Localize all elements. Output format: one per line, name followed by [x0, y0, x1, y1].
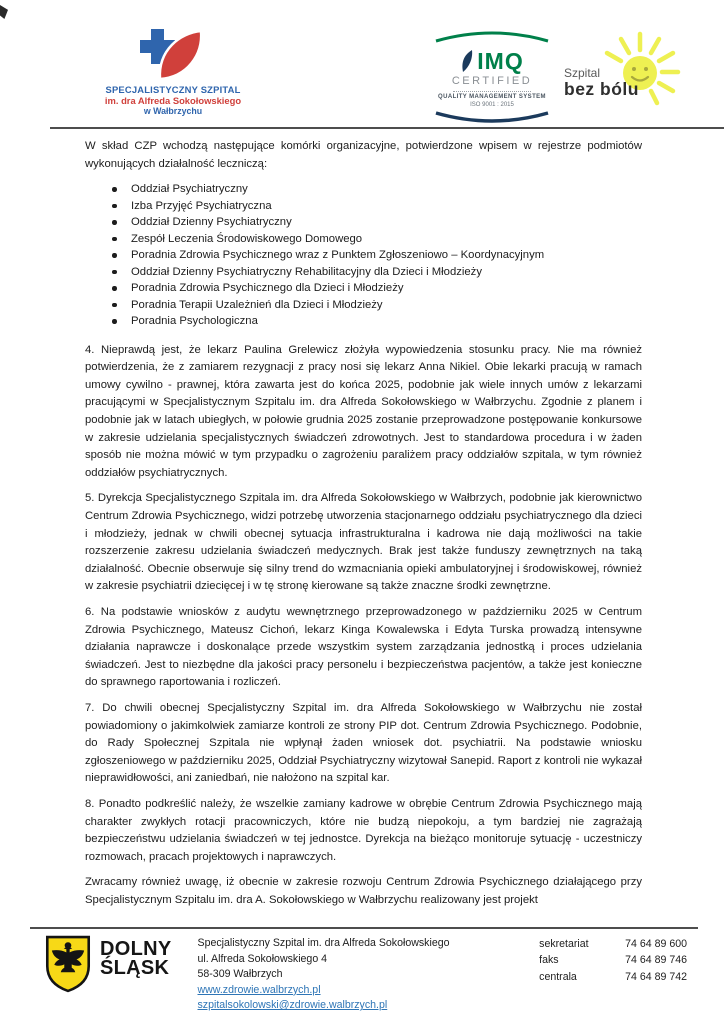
bullet-icon — [112, 237, 117, 242]
scan-artifact — [0, 5, 8, 19]
list-item — [85, 280, 642, 297]
dolny-slask-crest-icon — [45, 935, 91, 993]
paragraph-5: 5. Dyrekcja Specjalistycznego Szpitala im. dra Alfreda Sokołowskiego w Wałbrzych, podobnie jak kierownictwo Centrum Zdrowia Psychicznego, widzi potrzebę utworzenia stacjonarnego oddziału psychiatrycznego dla dzieci i młodzieży, jednak w chwili obecnej sytuacja infrastrukturalna i kadrowa nie dają możliwości na takie rozszerzenie zakresu udzielania świadczeń medycznych. Brak jest także funduszy zewnętrznych na taką działalność. Obecnie obserwuje się silny trend do wzmacniania opieki ambulatoryjnej i środowiskowej, również w zakresie psychiatrii dziecięcej i w tę stronę kierowane są także znaczne środki zewnętrzne. — [85, 492, 642, 593]
website-link[interactable]: www.zdrowie.walbrzych.pl — [197, 983, 321, 996]
footer-street: ul. Alfreda Sokołowskiego 4 — [197, 952, 328, 965]
list-item-label: Oddział Psychiatryczny — [131, 183, 248, 196]
contact-number: 74 64 89 742 — [625, 970, 687, 983]
list-item — [85, 313, 642, 330]
org-units-list — [85, 181, 642, 330]
paragraph-7: 7. Do chwili obecnej Specjalistyczny Szpital im. dra Alfreda Sokołowskiego w Wałbrzychu nie został powiadomiony o jakimkolwiek zamiarze kontroli ze strony PIP dot. Centrum Zdrowia Psychicznego. Podobnie, do Rady Społecznej Szpitala nie wpłynął żaden wniosek dot. psychiatrii. Na podstawie wniosku zgłoszeniowego w październiku 2025, Oddział Psychiatryczny wizytował Sanepid. Raport z kontroli nie wykazał nieprawidłowości, ani zaniedbań, nie nałożono na szpital kar. — [85, 701, 642, 785]
footer-divider — [30, 927, 698, 929]
bullet-icon — [112, 204, 117, 209]
letterhead — [0, 26, 724, 128]
paragraph-8: 8. Ponadto podkreślić należy, że wszelkie zamiany kadrowe w obrębie Centrum Zdrowia Psychicznego mają charakter zwykłych rotacji pracowniczych, które nie budzą niepokoju, a tym bardziej nie zagrażają bezpieczeństwu udzielania świadczeń w tej jednostce. Dyrekcja na bieżąco monitoruje sytuację - uczestniczy rozmowach, pracach projektowych i naprawczych. — [85, 797, 642, 863]
hospital-logo — [98, 28, 248, 117]
bullet-icon — [112, 270, 117, 275]
imq-qms-label: QUALITY MANAGEMENT SYSTEM — [438, 94, 546, 100]
letter-body — [85, 138, 642, 925]
list-item-label: Izba Przyjęć Psychiatryczna — [131, 199, 272, 212]
imq-leaf-icon — [460, 49, 474, 73]
imq-top-arc-icon — [432, 30, 552, 43]
list-item — [85, 181, 642, 198]
list-item — [85, 247, 642, 264]
paragraph-6: 6. Na podstawie wniosków z audytu wewnętrznego przeprowadzonego w październiku 2025 w Centrum Zdrowia Psychicznego, Mateusz Cichoń, lekarz Kinga Kowalewska i Edyta Turska prowadzą intensywne działania naprawcze i doskonalące przede wszystkim system zarządzania jednostką i proces udzielania świadczeń. Jest to niezbędne dla jakości pracy personelu i bezpieczeństwa pacjentów, a także jest konieczne do sprawnego raportowania i rozliczeń. — [85, 606, 642, 689]
paragraph-4: 4. Nieprawdą jest, że lekarz Paulina Grelewicz złożyła wypowiedzenia stosunku pracy. Nie ma również potwierdzenia, że z zamiarem rezygnacji z pracy nosi się lekarz Anna Nikiel. Obie lekarki pracują w ramach umowy cywilno - prawnej, która zawarta jest do końca 2025, podobnie jak wiele innych umów z lekarzami pracującymi w Specjalistycznym Szpitalu im. dra Alfreda Sokołowskiego w Wałbrzychu. Zgodnie z planem i podobnie jak w latach ubiegłych, w połowie grudnia 2025 zostanie przeprowadzone postępowanie konkursowe w zakresie udzielania specjalistycznych świadczeń zdrowotnych. Jest to standardowa procedura i w żaden sposób nie można mówić w tym przypadku o zagrożeniu paraliżem pracy oddziałów szpitala, w tym również oddziałów psychiatrycznych. — [85, 343, 642, 479]
list-item-label: Oddział Dzienny Psychiatryczny — [131, 216, 292, 229]
imq-certified-logo — [428, 30, 556, 130]
region-name-line2: ŚLĄSK — [100, 957, 170, 979]
footer-hospital-name: Specjalistyczny Szpital im. dra Alfreda Sokołowskiego — [197, 937, 450, 949]
list-item-label: Poradnia Terapii Uzależnień dla Dzieci i Młodzieży — [131, 298, 383, 311]
footer-city: 58-309 Wałbrzych — [197, 968, 283, 981]
footer-contacts — [539, 935, 687, 985]
imq-dotted-divider — [453, 91, 531, 92]
hospital-name-line3: w Wałbrzychu — [143, 106, 203, 116]
region-name-line1: DOLNY — [100, 938, 172, 960]
hospital-name-line2: im. dra Alfreda Sokołowskiego — [104, 95, 242, 106]
bullet-icon — [112, 220, 117, 225]
contact-number: 74 64 89 746 — [625, 954, 687, 967]
letter-footer — [45, 935, 699, 1014]
hospital-name-line1: SPECJALISTYCZNY SZPITAL — [105, 84, 241, 95]
list-item-label: Oddział Dzienny Psychiatryczny Rehabilitacyjny dla Dzieci i Młodzieży — [131, 265, 482, 278]
contact-label: centrala — [539, 970, 577, 983]
list-item-label: Poradnia Zdrowia Psychicznego dla Dzieci i Młodzieży — [131, 282, 404, 295]
list-item — [85, 231, 642, 248]
imq-iso-label: ISO 9001 : 2015 — [470, 102, 514, 108]
list-item-label: Poradnia Psychologiczna — [131, 315, 258, 328]
list-item — [85, 297, 642, 314]
header-divider — [50, 127, 724, 129]
list-item — [85, 198, 642, 215]
imq-wordmark: IMQ — [477, 48, 524, 74]
list-item — [85, 214, 642, 231]
contact-label: faks — [539, 954, 559, 967]
contact-label: sekretariat — [539, 938, 589, 950]
bullet-icon — [112, 253, 117, 258]
szpital-bez-bolu-logo — [556, 26, 696, 126]
bez-bolu-line2: bez bólu — [564, 79, 639, 99]
bullet-icon — [112, 286, 117, 291]
bez-bolu-line1: Szpital — [564, 66, 601, 80]
imq-certified-label: CERTIFIED — [451, 75, 533, 87]
bullet-icon — [112, 187, 117, 192]
bullet-icon — [112, 319, 117, 324]
list-item — [85, 264, 642, 281]
imq-bottom-arc-icon — [432, 111, 552, 125]
hospital-cross-leaf-icon — [137, 28, 209, 82]
intro-paragraph: W skład CZP wchodzą następujące komórki organizacyjne, potwierdzone wpisem w rejestrze podmiotów wykonujących działalność leczniczą: — [85, 140, 642, 170]
bullet-icon — [112, 303, 117, 308]
list-item-label: Poradnia Zdrowia Psychicznego wraz z Punktem Zgłoszeniowo – Koordynacyjnym — [131, 249, 545, 262]
contact-number: 74 64 89 600 — [625, 938, 687, 950]
footer-address — [198, 935, 450, 1014]
dolny-slask-logo — [45, 935, 172, 993]
list-item-label: Zespół Leczenia Środowiskowego Domowego — [131, 232, 363, 245]
closing-paragraph: Zwracamy również uwagę, iż obecnie w zakresie rozwoju Centrum Zdrowia Psychicznego działającego przy Specjalistycznym Szpitalu im. dra A. Sokołowskiego w Wałbrzychu realizowany jest projekt — [85, 876, 642, 906]
email-link[interactable]: szpitalsokolowski@zdrowie.walbrzych.pl — [197, 999, 388, 1012]
